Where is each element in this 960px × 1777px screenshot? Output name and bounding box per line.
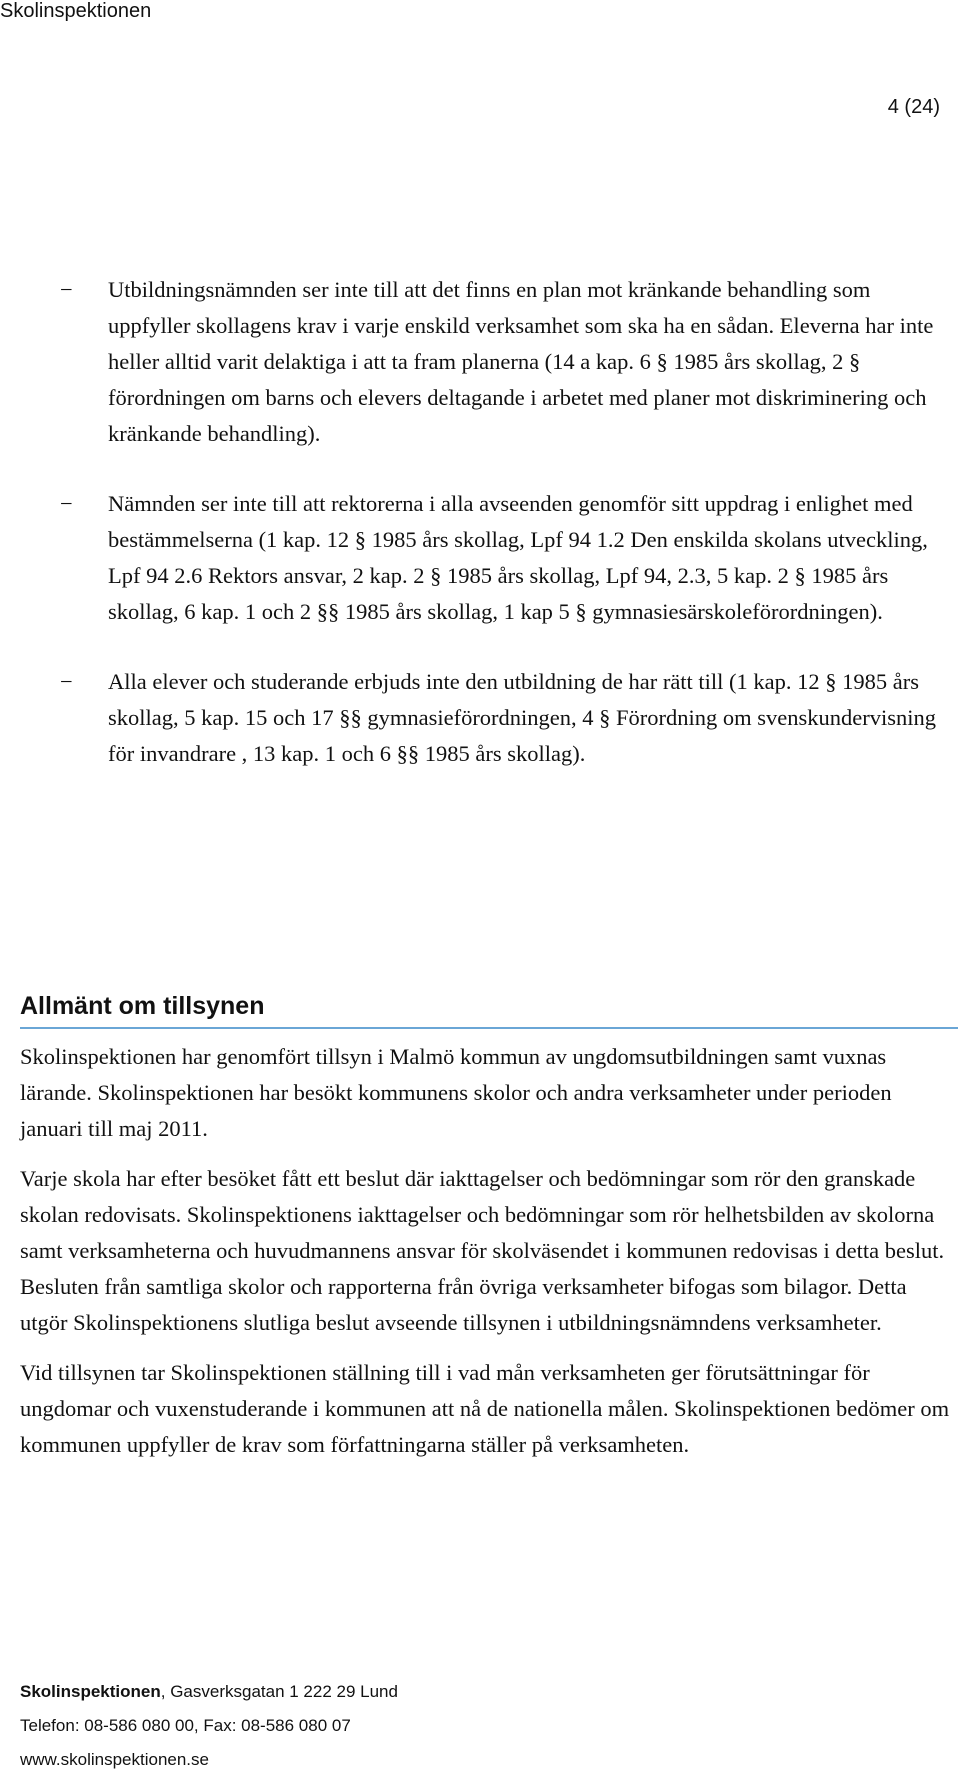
paragraph: Vid tillsynen tar Skolinspektionen ställning till i vad mån verksamheten ger förutsättningar för ungdomar och vuxenstuderande i kommunen att nå de nationella målen. Skolinspektionen bedömer om kommunen uppfyller de krav som författningarna ställer på verksamheten. — [20, 1360, 950, 1457]
section-heading: Allmänt om tillsynen — [20, 992, 958, 1029]
section-allmant — [20, 992, 958, 1477]
list-item — [60, 272, 940, 452]
page-number: 4 (24) — [887, 96, 940, 118]
footer-org-name: Skolinspektionen — [20, 1682, 161, 1701]
footer-address-line — [20, 1675, 398, 1709]
paragraph: Varje skola har efter besöket fått ett beslut där iakttagelser och bedömningar som rör den granskade skolan redovisats. Skolinspektionens iakttagelser och bedömningar som rör helhetsbilden av skolorna samt verksamheterna och huvudmannens ansvar för skolväsendet i kommunen redovisas i detta beslut. Besluten från samtliga skolor och rapporterna från övriga verksamheter bifogas som bilagor. Detta utgör Skolinspektionens slutliga beslut avseende tillsynen i utbildningsnämndens verksamheter. — [20, 1166, 945, 1335]
header-org-name: Skolinspektionen — [0, 0, 152, 22]
list-item-text: Nämnden ser inte till att rektorerna i alla avseenden genomför sitt uppdrag i enlighet med bestämmelserna (1 kap. 12 § 1985 års skollag, Lpf 94 1.2 Den enskilda skolans utveckling, Lpf 94 2.6 Rektors ansvar, 2 kap. 2 § 1985 års skollag, Lpf 94, 2.3, 5 kap. 2 § 1985 års skollag, 6 kap. 1 och 2 §§ 1985 års skollag, 1 kap 5 § gymnasiesärskoleförordningen). — [108, 491, 928, 624]
footer — [20, 1675, 398, 1777]
footer-address: , Gasverksgatan 1 222 29 Lund — [160, 1682, 398, 1701]
list-item-text: Utbildningsnämnden ser inte till att det finns en plan mot kränkande behandling som uppfyller skollagens krav i varje enskild verksamhet som ska ha en sådan. Eleverna har inte heller alltid varit delaktiga i att ta fram planerna (14 a kap. 6 § 1985 års skollag, 2 § förordningen om barns och elevers deltagande i arbetet med planer mot diskriminering och kränkande behandling). — [108, 277, 934, 446]
list-item — [60, 486, 940, 630]
findings-list — [60, 272, 940, 806]
list-item — [60, 664, 940, 772]
footer-web-link[interactable]: www.skolinspektionen.se — [20, 1750, 209, 1769]
list-item-text: Alla elever och studerande erbjuds inte den utbildning de har rätt till (1 kap. 12 § 1985 års skollag, 5 kap. 15 och 17 §§ gymnasieförordningen, 4 § Förordning om svenskundervisning för invandrare , 13 kap. 1 och 6 §§ 1985 års skollag). — [108, 669, 937, 766]
paragraph: Skolinspektionen har genomfört tillsyn i Malmö kommun av ungdomsutbildningen samt vuxnas lärande. Skolinspektionen har besökt kommunens skolor och andra verksamheter under perioden januari till maj 2011. — [20, 1044, 892, 1141]
dash-bullet: − — [60, 669, 73, 694]
footer-phone: Telefon: 08-586 080 00, Fax: 08-586 080 07 — [20, 1716, 351, 1735]
dash-bullet: − — [60, 277, 73, 302]
dash-bullet: − — [60, 491, 73, 516]
